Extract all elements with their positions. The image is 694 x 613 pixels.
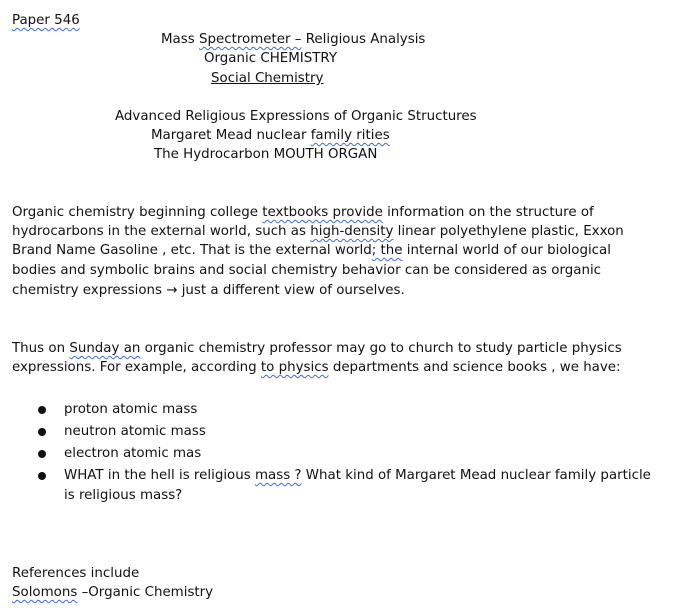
subtitle-line-2: Margaret Mead nuclear family rities xyxy=(151,128,390,143)
subtitle-line-3: The Hydrocarbon MOUTH ORGAN xyxy=(154,147,378,162)
paragraph-2-line: expressions. For example, according to physics departments and science books , we have: xyxy=(12,360,621,375)
paragraph-2-line: Thus on Sunday an organic chemistry professor may go to church to study particle physics xyxy=(12,341,622,356)
title-line-3: Social Chemistry xyxy=(211,71,324,86)
paragraph-1-line: Brand Name Gasoline , etc. That is the external world; the internal world of our biological xyxy=(12,243,611,258)
subtitle-line-1: Advanced Religious Expressions of Organic Structures xyxy=(115,109,477,124)
title-line-1: Mass Spectrometer – Religious Analysis xyxy=(161,32,426,47)
bullet-icon xyxy=(38,406,46,414)
paragraph-1-line: Organic chemistry beginning college textbooks provide information on the structure of xyxy=(12,205,594,220)
title-line-2: Organic CHEMISTRY xyxy=(204,51,338,66)
bullet-icon xyxy=(38,472,46,480)
reference-item: Solomons –Organic Chemistry xyxy=(12,585,214,600)
paragraph-1-line: bodies and symbolic brains and social chemistry behavior can be considered as organic xyxy=(12,263,602,278)
bullet-icon xyxy=(38,450,46,458)
references-heading: References include xyxy=(12,566,140,581)
paragraph-1-line: hydrocarbons in the external world, such as high-density linear polyethylene plastic, Exxon xyxy=(12,224,624,239)
paper-number: Paper 546 xyxy=(12,13,80,28)
bullet-icon xyxy=(38,428,46,436)
paragraph-1-line: chemistry expressions → just a different view of ourselves. xyxy=(12,283,405,298)
